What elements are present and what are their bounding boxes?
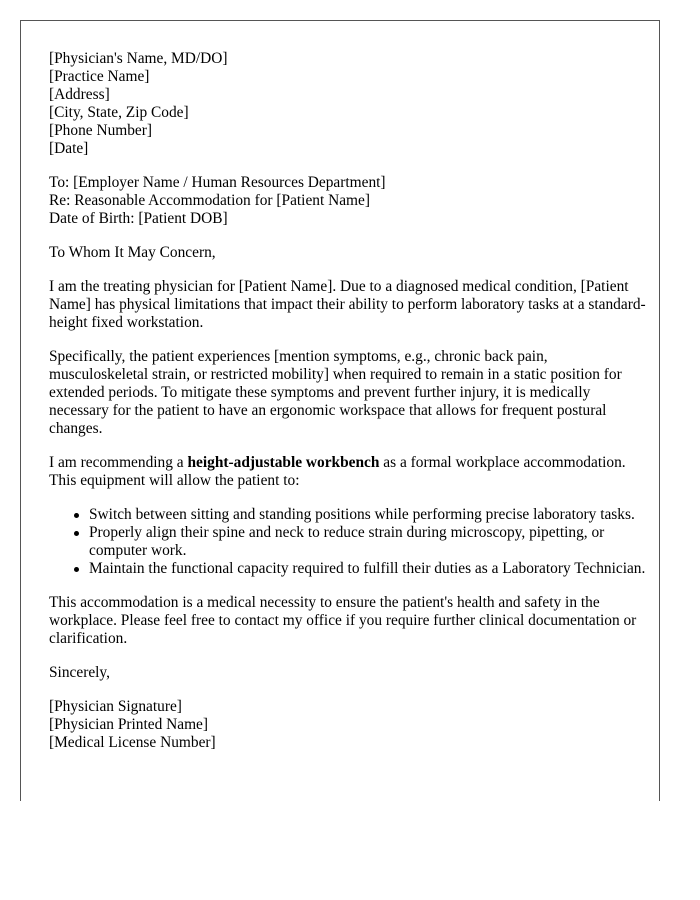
city-state-zip: [City, State, Zip Code] <box>49 104 189 121</box>
letter-date: [Date] <box>49 140 89 157</box>
paragraph-symptoms-text: Specifically, the patient experiences [mention symptoms, e.g., chronic back pain, musculoskeletal strain, or restricted mobility] when required to remain in a static position for extended periods. To mitigate these symptoms and prevent further injury, it is medically necessary for the patient to have an ergonomic workspace that allows for frequent postural changes. <box>49 348 622 437</box>
address: [Address] <box>49 86 110 103</box>
list-item: Maintain the functional capacity required to fulfill their duties as a Laboratory Technician. <box>89 560 649 578</box>
physician-header <box>49 50 659 158</box>
benefits-list-block <box>49 506 659 578</box>
list-item: Switch between sitting and standing positions while performing precise laboratory tasks. <box>89 506 649 524</box>
paragraph-diagnosis-text: I am the treating physician for [Patient Name]. Due to a diagnosed medical condition, [Patient Name] has physical limitations that impact their ability to perform laboratory tasks at a standard-height fixed workstation. <box>49 278 646 331</box>
physician-printed-name: [Physician Printed Name] <box>49 716 209 733</box>
paragraph-recommendation-text <box>49 454 649 490</box>
recommended-equipment: height-adjustable workbench <box>187 454 380 471</box>
salutation-text: To Whom It May Concern, <box>49 244 216 261</box>
practice-name: [Practice Name] <box>49 68 150 85</box>
recipient-to: To: [Employer Name / Human Resources Department] <box>49 174 386 191</box>
paragraph-necessity <box>49 594 659 648</box>
date-of-birth: Date of Birth: [Patient DOB] <box>49 210 228 227</box>
closing-text: Sincerely, <box>49 664 110 681</box>
recommendation-tail: as a formal workplace accommodation. This equipment will allow the patient to: <box>49 454 626 489</box>
recipient-block <box>49 174 659 228</box>
paragraph-diagnosis <box>49 278 659 332</box>
list-item: Properly align their spine and neck to reduce strain during microscopy, pipetting, or computer work. <box>89 524 649 560</box>
signature-block <box>49 698 659 752</box>
physician-signature: [Physician Signature] <box>49 698 182 715</box>
paragraph-symptoms <box>49 348 659 438</box>
closing <box>49 664 659 682</box>
paragraph-necessity-text: This accommodation is a medical necessity to ensure the patient's health and safety in the workplace. Please feel free to contact my office if you require further clinical documentation or clarification. <box>49 594 637 647</box>
salutation <box>49 244 659 262</box>
phone-number: [Phone Number] <box>49 122 153 139</box>
letter-page <box>20 20 660 801</box>
paragraph-recommendation <box>49 454 659 490</box>
medical-license-number: [Medical License Number] <box>49 734 216 751</box>
recommendation-lead: I am recommending a <box>49 454 188 471</box>
benefits-list <box>49 506 649 578</box>
physician-name: [Physician's Name, MD/DO] <box>49 50 228 67</box>
subject-line: Re: Reasonable Accommodation for [Patient Name] <box>49 192 370 209</box>
